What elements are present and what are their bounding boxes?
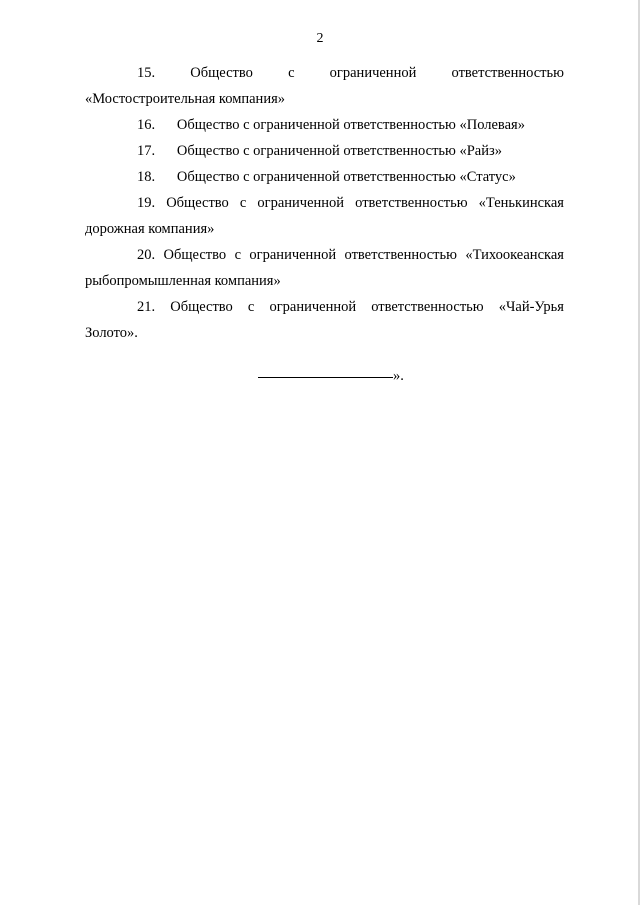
- list-item-17: [85, 138, 564, 164]
- closing-line: [258, 366, 404, 386]
- list-item-line: 19. Общество с ограниченной ответственностью «Тенькинская: [85, 190, 564, 216]
- item-text: Общество с ограниченной ответственностью «Райз»: [176, 143, 502, 159]
- item-number: 15.: [137, 65, 156, 81]
- list-item-19: [85, 190, 564, 242]
- item-text: Общество с ограниченной ответственностью «Статус»: [176, 169, 516, 185]
- list-item-line: 21. Общество с ограниченной ответственностью «Чай-Урья: [85, 294, 564, 320]
- item-number: 21.: [137, 299, 156, 315]
- list-item-line: [85, 138, 564, 164]
- item-number: 18.: [137, 169, 156, 185]
- list-item-line: 20. Общество с ограниченной ответственностью «Тихоокеанская: [85, 242, 564, 268]
- list-item-16: [85, 112, 564, 138]
- item-text: Общество с ограниченной ответственностью «Полевая»: [176, 117, 525, 133]
- item-number: 20.: [137, 247, 156, 263]
- list-item-20: [85, 242, 564, 294]
- list-item-continuation: рыбопромышленная компания»: [85, 273, 281, 289]
- page-number: 2: [316, 31, 324, 46]
- list-item-15: [85, 60, 564, 112]
- list-item-line: [85, 112, 564, 138]
- list-item-21: [85, 294, 564, 346]
- closing-quote: ».: [393, 368, 404, 384]
- signature-underline: [258, 377, 393, 378]
- list-item-line: 15. Общество с ограниченной ответственностью: [85, 60, 564, 86]
- list-item-continuation: Золото».: [85, 325, 138, 341]
- list-item-continuation: дорожная компания»: [85, 221, 215, 237]
- list-item-continuation: «Мостостроительная компания»: [85, 91, 285, 107]
- list-item-line: [85, 164, 564, 190]
- item-number: 19.: [137, 195, 156, 211]
- item-number: 17.: [137, 143, 156, 159]
- list-item-18: [85, 164, 564, 190]
- item-number: 16.: [137, 117, 156, 133]
